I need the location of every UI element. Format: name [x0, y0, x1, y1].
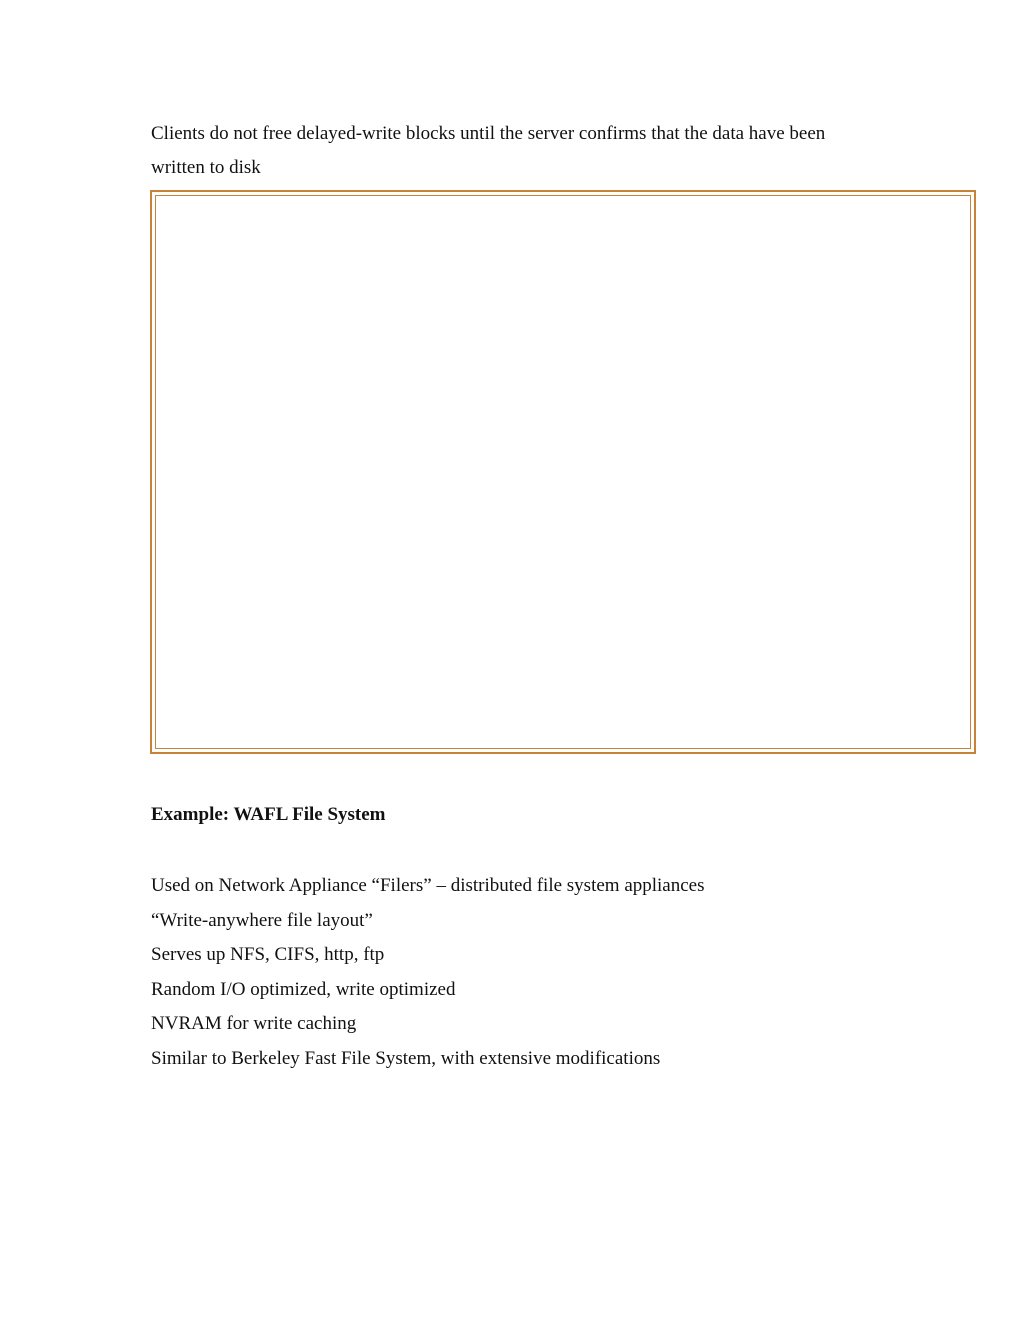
- list-item: Random I/O optimized, write optimized: [151, 978, 456, 1000]
- feature-list: [151, 869, 705, 1077]
- figure-frame-inner-border: [155, 195, 971, 749]
- figure-frame: [150, 190, 976, 754]
- list-item: Used on Network Appliance “Filers” – distributed file system appliances: [151, 875, 705, 896]
- intro-line-2: written to disk: [151, 157, 261, 178]
- list-item: NVRAM for write caching: [151, 1013, 357, 1035]
- intro-line-1: Clients do not free delayed-write blocks until the server confirms that the data have been: [151, 123, 826, 144]
- intro-paragraph: [151, 117, 911, 185]
- list-item: Similar to Berkeley Fast File System, with extensive modifications: [151, 1047, 661, 1069]
- section-title: Example: WAFL File System: [151, 804, 386, 825]
- list-item: “Write-anywhere file layout”: [151, 909, 373, 931]
- list-item: Serves up NFS, CIFS, http, ftp: [151, 944, 385, 966]
